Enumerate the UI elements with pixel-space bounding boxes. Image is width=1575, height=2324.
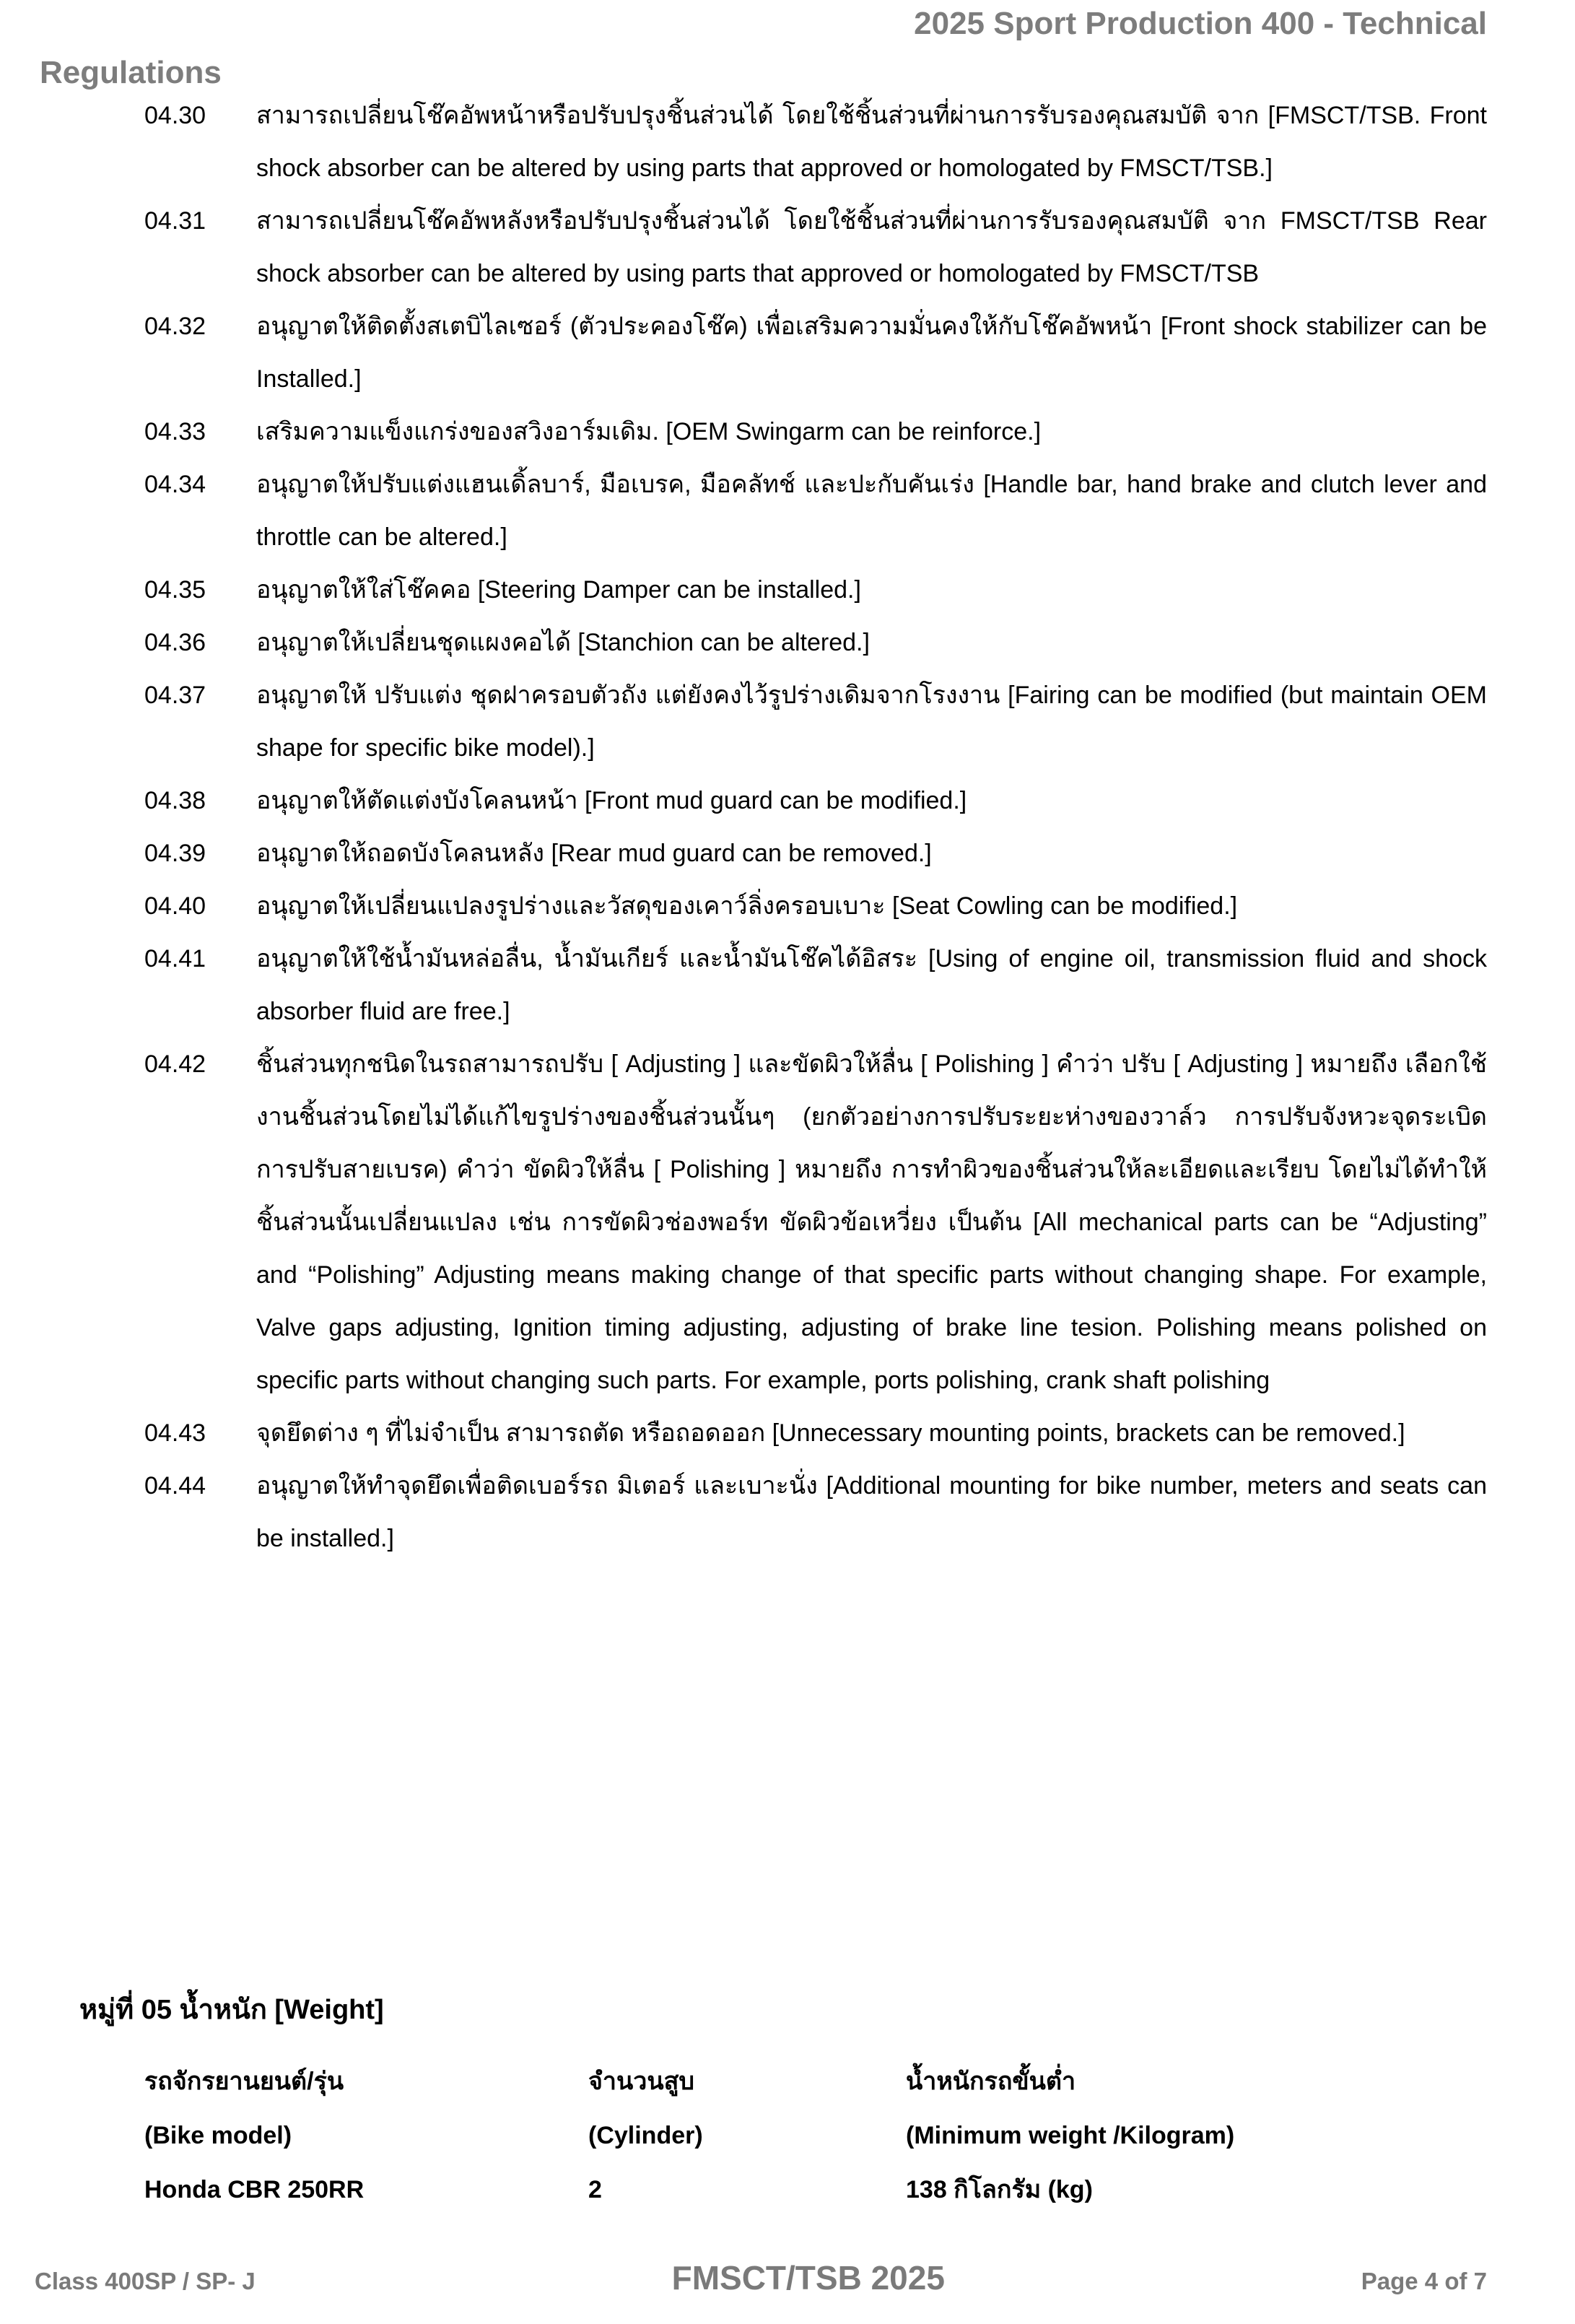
- regulation-item: [144, 669, 1487, 775]
- regulation-item: [144, 933, 1487, 1038]
- regulation-item: [144, 195, 1487, 300]
- page-footer: [35, 2258, 1487, 2297]
- footer-organization: FMSCT/TSB 2025: [671, 2259, 945, 2297]
- item-text: อนุญาตให้ติดตั้งสเตบิไลเซอร์ (ตัวประคองโช๊ค) เพื่อเสริมความมั่นคงให้กับโช๊คอัพหน้า [Front shock stabilizer can be Installed.]: [256, 313, 1487, 393]
- regulation-item: [144, 300, 1487, 406]
- item-text: อนุญาตให้ ปรับแต่ง ชุดฝาครอบตัวถัง แต่ยังคงไว้รูปร่างเดิมจากโรงงาน [Fairing can be modified (but maintain OEM shape for specific bike model).]: [256, 682, 1487, 762]
- item-text: เสริมความแข็งแกร่งของสวิงอาร์มเดิม. [OEM Swingarm can be reinforce.]: [256, 418, 1042, 445]
- regulation-item: [144, 617, 1487, 669]
- table-cell-weight: 138 กิโลกรัม (kg): [906, 2176, 1093, 2203]
- regulation-item: [144, 827, 1487, 880]
- weight-section-heading: หมู่ที่ 05 น้ำหนัก [Weight]: [79, 1995, 384, 2025]
- header-title-line1: 2025 Sport Production 400 - Technical: [914, 6, 1487, 41]
- regulation-item: [144, 1038, 1487, 1407]
- regulation-item: [144, 90, 1487, 195]
- item-number: 04.41: [144, 945, 206, 972]
- column-header-bike-model-th: รถจักรยานยนต์/รุ่น: [144, 2068, 344, 2095]
- item-number: 04.31: [144, 207, 206, 235]
- footer-class-label: Class 400SP / SP- J: [35, 2268, 256, 2294]
- item-text: อนุญาตให้ปรับแต่งแฮนเดิ้ลบาร์, มือเบรค, มือคลัทช์ และปะกับคันเร่ง [Handle bar, hand brake and clutch lever and throttle can be altered.]: [256, 471, 1487, 551]
- header-title-line2: Regulations: [40, 55, 222, 90]
- regulation-item: [144, 775, 1487, 827]
- item-number: 04.32: [144, 313, 206, 340]
- column-header-min-weight-th: น้ำหนักรถขั้นต่ำ: [906, 2068, 1076, 2095]
- regulation-item: [144, 1407, 1487, 1460]
- item-text: สามารถเปลี่ยนโช๊คอัพหลังหรือปรับปรุงชิ้นส่วนได้ โดยใช้ชิ้นส่วนที่ผ่านการรับรองคุณสมบัติ จาก FMSCT/TSB Rear shock absorber can be altered by using parts that approved or homologated by FMSCT/TSB: [256, 207, 1487, 287]
- item-number: 04.44: [144, 1472, 206, 1500]
- table-cell-model: Honda CBR 250RR: [144, 2176, 365, 2203]
- regulations-list: [144, 90, 1487, 1565]
- regulation-item: [144, 1460, 1487, 1565]
- item-number: 04.38: [144, 787, 206, 814]
- regulation-item: [144, 564, 1487, 617]
- item-number: 04.34: [144, 471, 206, 498]
- item-text: สามารถเปลี่ยนโช๊คอัพหน้าหรือปรับปรุงชิ้นส่วนได้ โดยใช้ชิ้นส่วนที่ผ่านการรับรองคุณสมบัติ จาก [FMSCT/TSB. Front shock absorber can be altered by using parts that approved or homologated by FMSCT/TSB.]: [256, 102, 1487, 182]
- item-number: 04.43: [144, 1419, 206, 1447]
- table-cell-cylinder: 2: [588, 2176, 602, 2203]
- item-text: อนุญาตให้เปลี่ยนแปลงรูปร่างและวัสดุของเคาว์ลิ่งครอบเบาะ [Seat Cowling can be modified.]: [256, 892, 1238, 920]
- item-text: อนุญาตให้เปลี่ยนชุดแผงคอได้ [Stanchion can be altered.]: [256, 629, 870, 656]
- regulation-item: [144, 880, 1487, 933]
- column-header-min-weight-en: (Minimum weight /Kilogram): [906, 2122, 1235, 2149]
- item-number: 04.37: [144, 682, 206, 709]
- item-text: จุดยึดต่าง ๆ ที่ไม่จำเป็น สามารถตัด หรือถอดออก [Unnecessary mounting points, brackets can be removed.]: [256, 1419, 1405, 1447]
- item-text: อนุญาตให้ตัดแต่งบังโคลนหน้า [Front mud guard can be modified.]: [256, 787, 967, 814]
- item-number: 04.36: [144, 629, 206, 656]
- item-number: 04.39: [144, 840, 206, 867]
- item-number: 04.40: [144, 892, 206, 920]
- footer-page-number: Page 4 of 7: [1361, 2268, 1487, 2294]
- page-header: [40, 0, 1487, 101]
- column-header-cylinder-th: จำนวนสูบ: [588, 2068, 694, 2095]
- item-number: 04.35: [144, 576, 206, 604]
- item-text: อนุญาตให้ทำจุดยึดเพื่อติดเบอร์รถ มิเตอร์ และเบาะนั่ง [Additional mounting for bike number, meters and seats can be installed.]: [256, 1472, 1487, 1552]
- weight-table: [144, 2055, 1487, 2217]
- item-number: 04.30: [144, 102, 206, 129]
- regulation-item: [144, 458, 1487, 564]
- regulation-item: [144, 406, 1487, 458]
- item-text: ชิ้นส่วนทุกชนิดในรถสามารถปรับ [ Adjusting ] และขัดผิวให้ลื่น [ Polishing ] คำว่า ปรับ [ Adjusting ] หมายถึง เลือกใช้งานชิ้นส่วนโดยไม่ได้แก้ไขรูปร่างของชิ้นส่วนนั้นๆ (ยกตัวอย่างการปรับระยะห่างของวาล์ว การปรับจังหวะจุดระเบิด การปรับสายเบรค) คำว่า ขัดผิวให้ลื่น [ Polishing ] หมายถึง การทำผิวของชิ้นส่วนให้ละเอียดและเรียบ โดยไม่ได้ทำให้ชิ้นส่วนนั้นเปลี่ยนแปลง เช่น การขัดผิวช่องพอร์ท ขัดผิวข้อเหวี่ยง เป็นต้น [All mechanical parts can be “Adjusting” and “Polishing” Adjusting means making change of that specific parts without changing shape. For example, Valve gaps adjusting, Ignition timing adjusting, adjusting of brake line tesion. Polishing means polished on specific parts without changing such parts. For example, ports polishing, crank shaft polishing: [256, 1050, 1487, 1394]
- column-header-cylinder-en: (Cylinder): [588, 2122, 703, 2149]
- item-number: 04.33: [144, 418, 206, 445]
- item-text: อนุญาตให้ถอดบังโคลนหลัง [Rear mud guard can be removed.]: [256, 840, 932, 867]
- column-header-bike-model-en: (Bike model): [144, 2122, 292, 2149]
- item-text: อนุญาตให้ใส่โช๊คคอ [Steering Damper can be installed.]: [256, 576, 861, 604]
- item-number: 04.42: [144, 1050, 206, 1078]
- item-text: อนุญาตให้ใช้น้ำมันหล่อลื่น, น้ำมันเกียร์ และน้ำมันโช๊คได้อิสระ [Using of engine oil, transmission fluid and shock absorber fluid are free.]: [256, 945, 1487, 1025]
